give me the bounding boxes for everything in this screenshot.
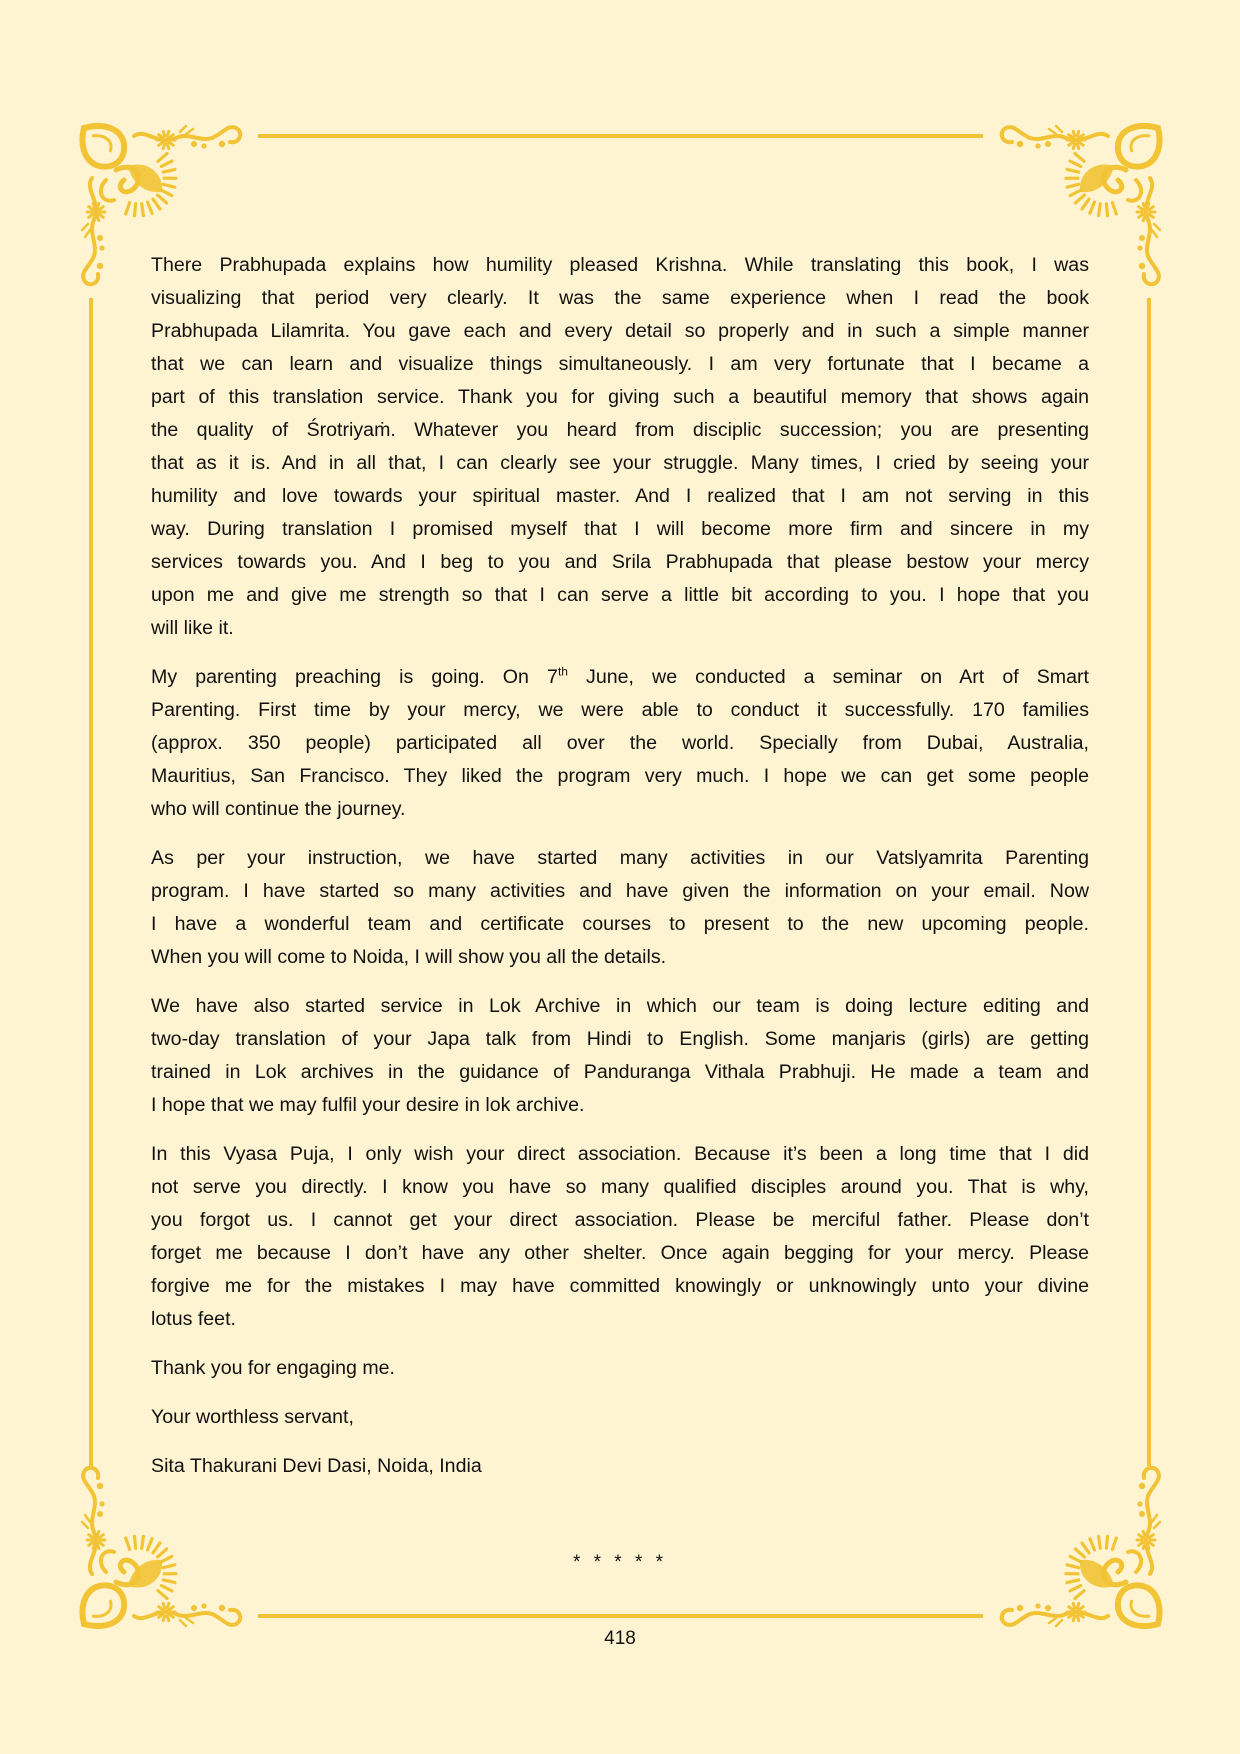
text-line: (approx. 350 people) participated all over the world. Specially from Dubai, Australia, bbox=[151, 732, 1089, 754]
text-line: two-day translation of your Japa talk from Hindi to English. Some manjaris (girls) are getting bbox=[151, 1028, 1089, 1050]
page-number: 418 bbox=[604, 1628, 636, 1649]
text-line: visualizing that period very clearly. It was the same experience when I read the book bbox=[151, 287, 1089, 309]
text-line: In this Vyasa Puja, I only wish your direct association. Because it’s been a long time that I did bbox=[151, 1143, 1089, 1165]
closing-line: Thank you for engaging me. bbox=[151, 1357, 395, 1379]
ordinal-superscript: th bbox=[557, 664, 568, 679]
text-line: trained in Lok archives in the guidance of Panduranga Vithala Prabhuji. He made a team and bbox=[151, 1061, 1089, 1083]
text-line: humility and love towards your spiritual master. And I realized that I am not serving in this bbox=[151, 485, 1089, 507]
border-line-left bbox=[89, 298, 93, 1466]
text-line: way. During translation I promised myself that I will become more firm and sincere in my bbox=[151, 518, 1089, 540]
text-line: will like it. bbox=[151, 617, 234, 639]
border-line-right bbox=[1147, 298, 1151, 1466]
text-line: the quality of Śrotriyaṁ. Whatever you heard from disciplic succession; you are presenting bbox=[151, 419, 1089, 441]
text-line: that as it is. And in all that, I can clearly see your struggle. Many times, I cried by seeing your bbox=[151, 452, 1089, 474]
paragraph-2 bbox=[151, 661, 1089, 826]
letter-body bbox=[151, 249, 1089, 1499]
border-line-bottom bbox=[258, 1614, 983, 1618]
text-line: that we can learn and visualize things simultaneously. I am very fortunate that I became a bbox=[151, 353, 1089, 375]
salutation-line: Your worthless servant, bbox=[151, 1406, 354, 1428]
section-separator: * * * * * bbox=[572, 1552, 668, 1573]
paragraph-5 bbox=[151, 1138, 1089, 1336]
paragraph-3 bbox=[151, 842, 1089, 974]
paragraph-1 bbox=[151, 249, 1089, 645]
text-line: I have a wonderful team and certificate courses to present to the new upcoming people. bbox=[151, 913, 1089, 935]
text-segment: June, we conducted a seminar on Art of Smart bbox=[567, 666, 1089, 688]
text-segment: My parenting preaching is going. On 7 bbox=[151, 666, 558, 688]
text-line: There Prabhupada explains how humility pleased Krishna. While translating this book, I was bbox=[151, 254, 1089, 276]
text-line: We have also started service in Lok Archive in which our team is doing lecture editing and bbox=[151, 995, 1089, 1017]
text-line: forget me because I don’t have any other shelter. Once again begging for your mercy. Please bbox=[151, 1242, 1089, 1264]
text-line: program. I have started so many activities and have given the information on your email. Now bbox=[151, 880, 1089, 902]
text-line: forgive me for the mistakes I may have committed knowingly or unknowingly unto your divine bbox=[151, 1275, 1089, 1297]
text-line: part of this translation service. Thank you for giving such a beautiful memory that shows again bbox=[151, 386, 1089, 408]
text-line: not serve you directly. I know you have so many qualified disciples around you. That is why, bbox=[151, 1176, 1089, 1198]
text-line: who will continue the journey. bbox=[151, 798, 406, 820]
text-line: upon me and give me strength so that I can serve a little bit according to you. I hope that you bbox=[151, 584, 1089, 606]
text-line: services towards you. And I beg to you and Srila Prabhupada that please bestow your mercy bbox=[151, 551, 1089, 573]
border-line-top bbox=[258, 134, 983, 138]
paragraph-2-first-line bbox=[151, 661, 1089, 694]
text-line: Mauritius, San Francisco. They liked the program very much. I hope we can get some people bbox=[151, 765, 1089, 787]
text-line: As per your instruction, we have started many activities in our Vatslyamrita Parenting bbox=[151, 847, 1089, 869]
text-line: you forgot us. I cannot get your direct association. Please be merciful father. Please don’t bbox=[151, 1209, 1089, 1231]
text-line: I hope that we may fulfil your desire in lok archive. bbox=[151, 1094, 585, 1116]
text-line: When you will come to Noida, I will show you all the details. bbox=[151, 946, 667, 968]
text-line: Parenting. First time by your mercy, we were able to conduct it successfully. 170 families bbox=[151, 699, 1089, 721]
text-line: lotus feet. bbox=[151, 1308, 236, 1330]
signature-line: Sita Thakurani Devi Dasi, Noida, India bbox=[151, 1455, 482, 1477]
text-line: Prabhupada Lilamrita. You gave each and every detail so properly and in such a simple manner bbox=[151, 320, 1089, 342]
paragraph-4 bbox=[151, 990, 1089, 1122]
